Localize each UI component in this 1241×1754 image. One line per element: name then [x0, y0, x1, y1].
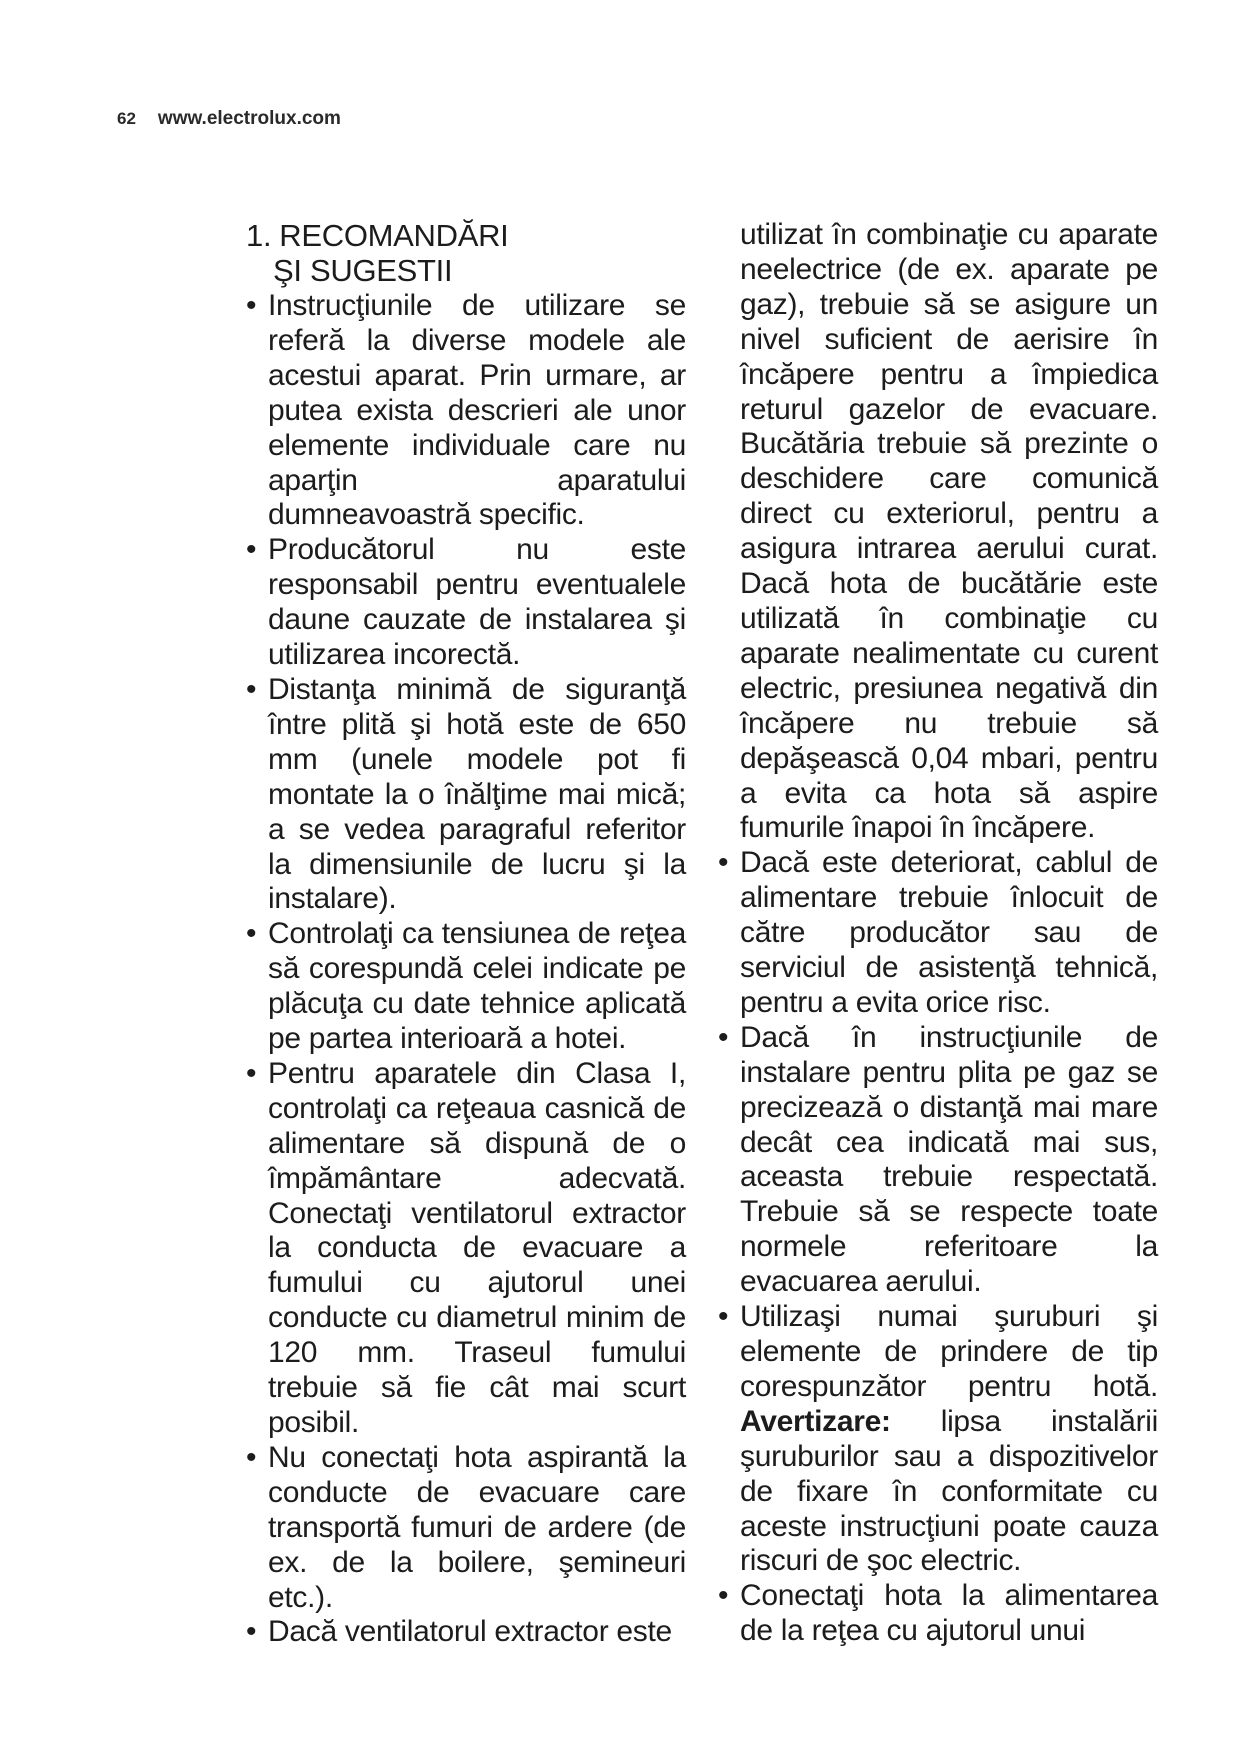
right-column [718, 218, 1158, 1649]
warning-label: Avertizare: [740, 1404, 891, 1438]
list-item [246, 917, 686, 1057]
list-item [718, 1021, 1158, 1300]
left-bullet-list [246, 289, 686, 1650]
list-item [246, 1615, 686, 1650]
list-item [246, 673, 686, 917]
bullet-icon: • [246, 917, 257, 951]
list-item [246, 1057, 686, 1441]
list-item [718, 1579, 1158, 1649]
bullet-icon: • [246, 1615, 257, 1649]
page-header [117, 108, 341, 130]
bullet-icon: • [718, 1020, 729, 1054]
list-item-text: Dacă în instrucţiunile de instalare pentru plita pe gaz se precizează o distanţă mai mare decât cea indicată mai sus, aceasta trebuie respectată. Trebuie să se respecte toate normele referitoare la evacuarea aerului. [740, 1020, 1158, 1299]
bullet-icon: • [246, 289, 257, 322]
list-item-text: Utilizaşi numai şuruburi şi elemente de prindere de tip corespunzător pentru hotă. [740, 1300, 1158, 1403]
bullet-icon: • [246, 1440, 257, 1474]
left-column [246, 218, 686, 1650]
bullet-icon: • [246, 672, 257, 706]
section-title-line1: RECOMANDĂRI [279, 218, 509, 253]
list-item-text: Pentru aparatele din Clasa I, controlaţi ca reţeaua casnică de alimentare să dispună de o împământare adecvată. Conectaţi ventilatorul extractor la conducta de evacuare a fumului cu ajutorul unei conducte cu diametrul minim de 120 mm. Traseul fumului trebuie să fie cât mai scurt posibil. [268, 1056, 686, 1439]
list-item [246, 1441, 686, 1616]
list-item [718, 846, 1158, 1021]
continued-paragraph: utilizat în combinaţie cu aparate neelectrice (de ex. aparate pe gaz), trebuie să se asigure un nivel suficient de aerisire în încăpere pentru a împiedica returul gazelor de evacuare. Bucătăria trebuie să prezinte o deschidere care comunică direct cu exteriorul, pentru a asigura intrarea aerului curat. Dacă hota de bucătărie este utilizată în combinaţie cu aparate nealimentate cu curent electric, presiunea negativă din încăpere nu trebuie să depăşească 0,04 mbari, pentru a evita ca hota să aspire fumurile înapoi în încăpere. [740, 218, 1158, 845]
section-number: 1. [246, 218, 272, 253]
list-item-text: Distanţa minimă de siguranţă între plită şi hotă este de 650 mm (unele modele pot fi montate la o înălţime mai mică; a se vedea paragraful referitor la dimensiunile de lucru şi la instalare). [268, 672, 686, 916]
list-item-text: Dacă este deteriorat, cablul de alimentare trebuie înlocuit de către producător sau de serviciul de asistenţă tehnică, pentru a evita orice risc. [740, 846, 1158, 1019]
site-url: www.electrolux.com [157, 108, 341, 129]
bullet-icon: • [718, 846, 729, 880]
list-item-text: Conectaţi hota la alimentarea de la reţea cu ajutorul unui [740, 1579, 1158, 1648]
list-item-text: Producătorul nu este responsabil pentru eventualele daune cauzate de instalarea şi utilizarea incorectă. [268, 533, 686, 672]
section-title [246, 218, 686, 288]
list-item-text: Nu conectaţi hota aspirantă la conducte de evacuare care transportă fumuri de ardere (de ex. de la boilere, şemineuri etc.). [268, 1440, 686, 1614]
list-item-text: Dacă ventilatorul extractor este [268, 1615, 672, 1649]
right-bullet-list [718, 846, 1158, 1649]
list-item [246, 289, 686, 533]
bullet-icon: • [718, 1579, 729, 1613]
bullet-icon: • [246, 1056, 257, 1090]
list-item-text: Instrucţiunile de utilizare se referă la diverse modele ale acestui aparat. Prin urmare, ar putea exista descrieri ale unor elemente individuale care nu aparţin aparatului dumneavoastră specific. [268, 289, 686, 532]
bullet-icon: • [246, 533, 257, 567]
list-item-text: Controlaţi ca tensiunea de reţea să corespundă celei indicate pe plăcuţa cu date tehnice aplicată pe partea interioară a hotei. [268, 917, 686, 1056]
list-item [718, 1300, 1158, 1579]
section-title-line2: ŞI SUGESTII [273, 253, 453, 288]
warning-text: lipsa instalării şuruburilor sau a dispozitivelor de fixare în conformitate cu aceste instrucţiuni poate cauza riscuri de şoc electric. [740, 1404, 1158, 1578]
page-number: 62 [117, 109, 136, 128]
bullet-icon: • [718, 1300, 729, 1334]
list-item [246, 533, 686, 673]
